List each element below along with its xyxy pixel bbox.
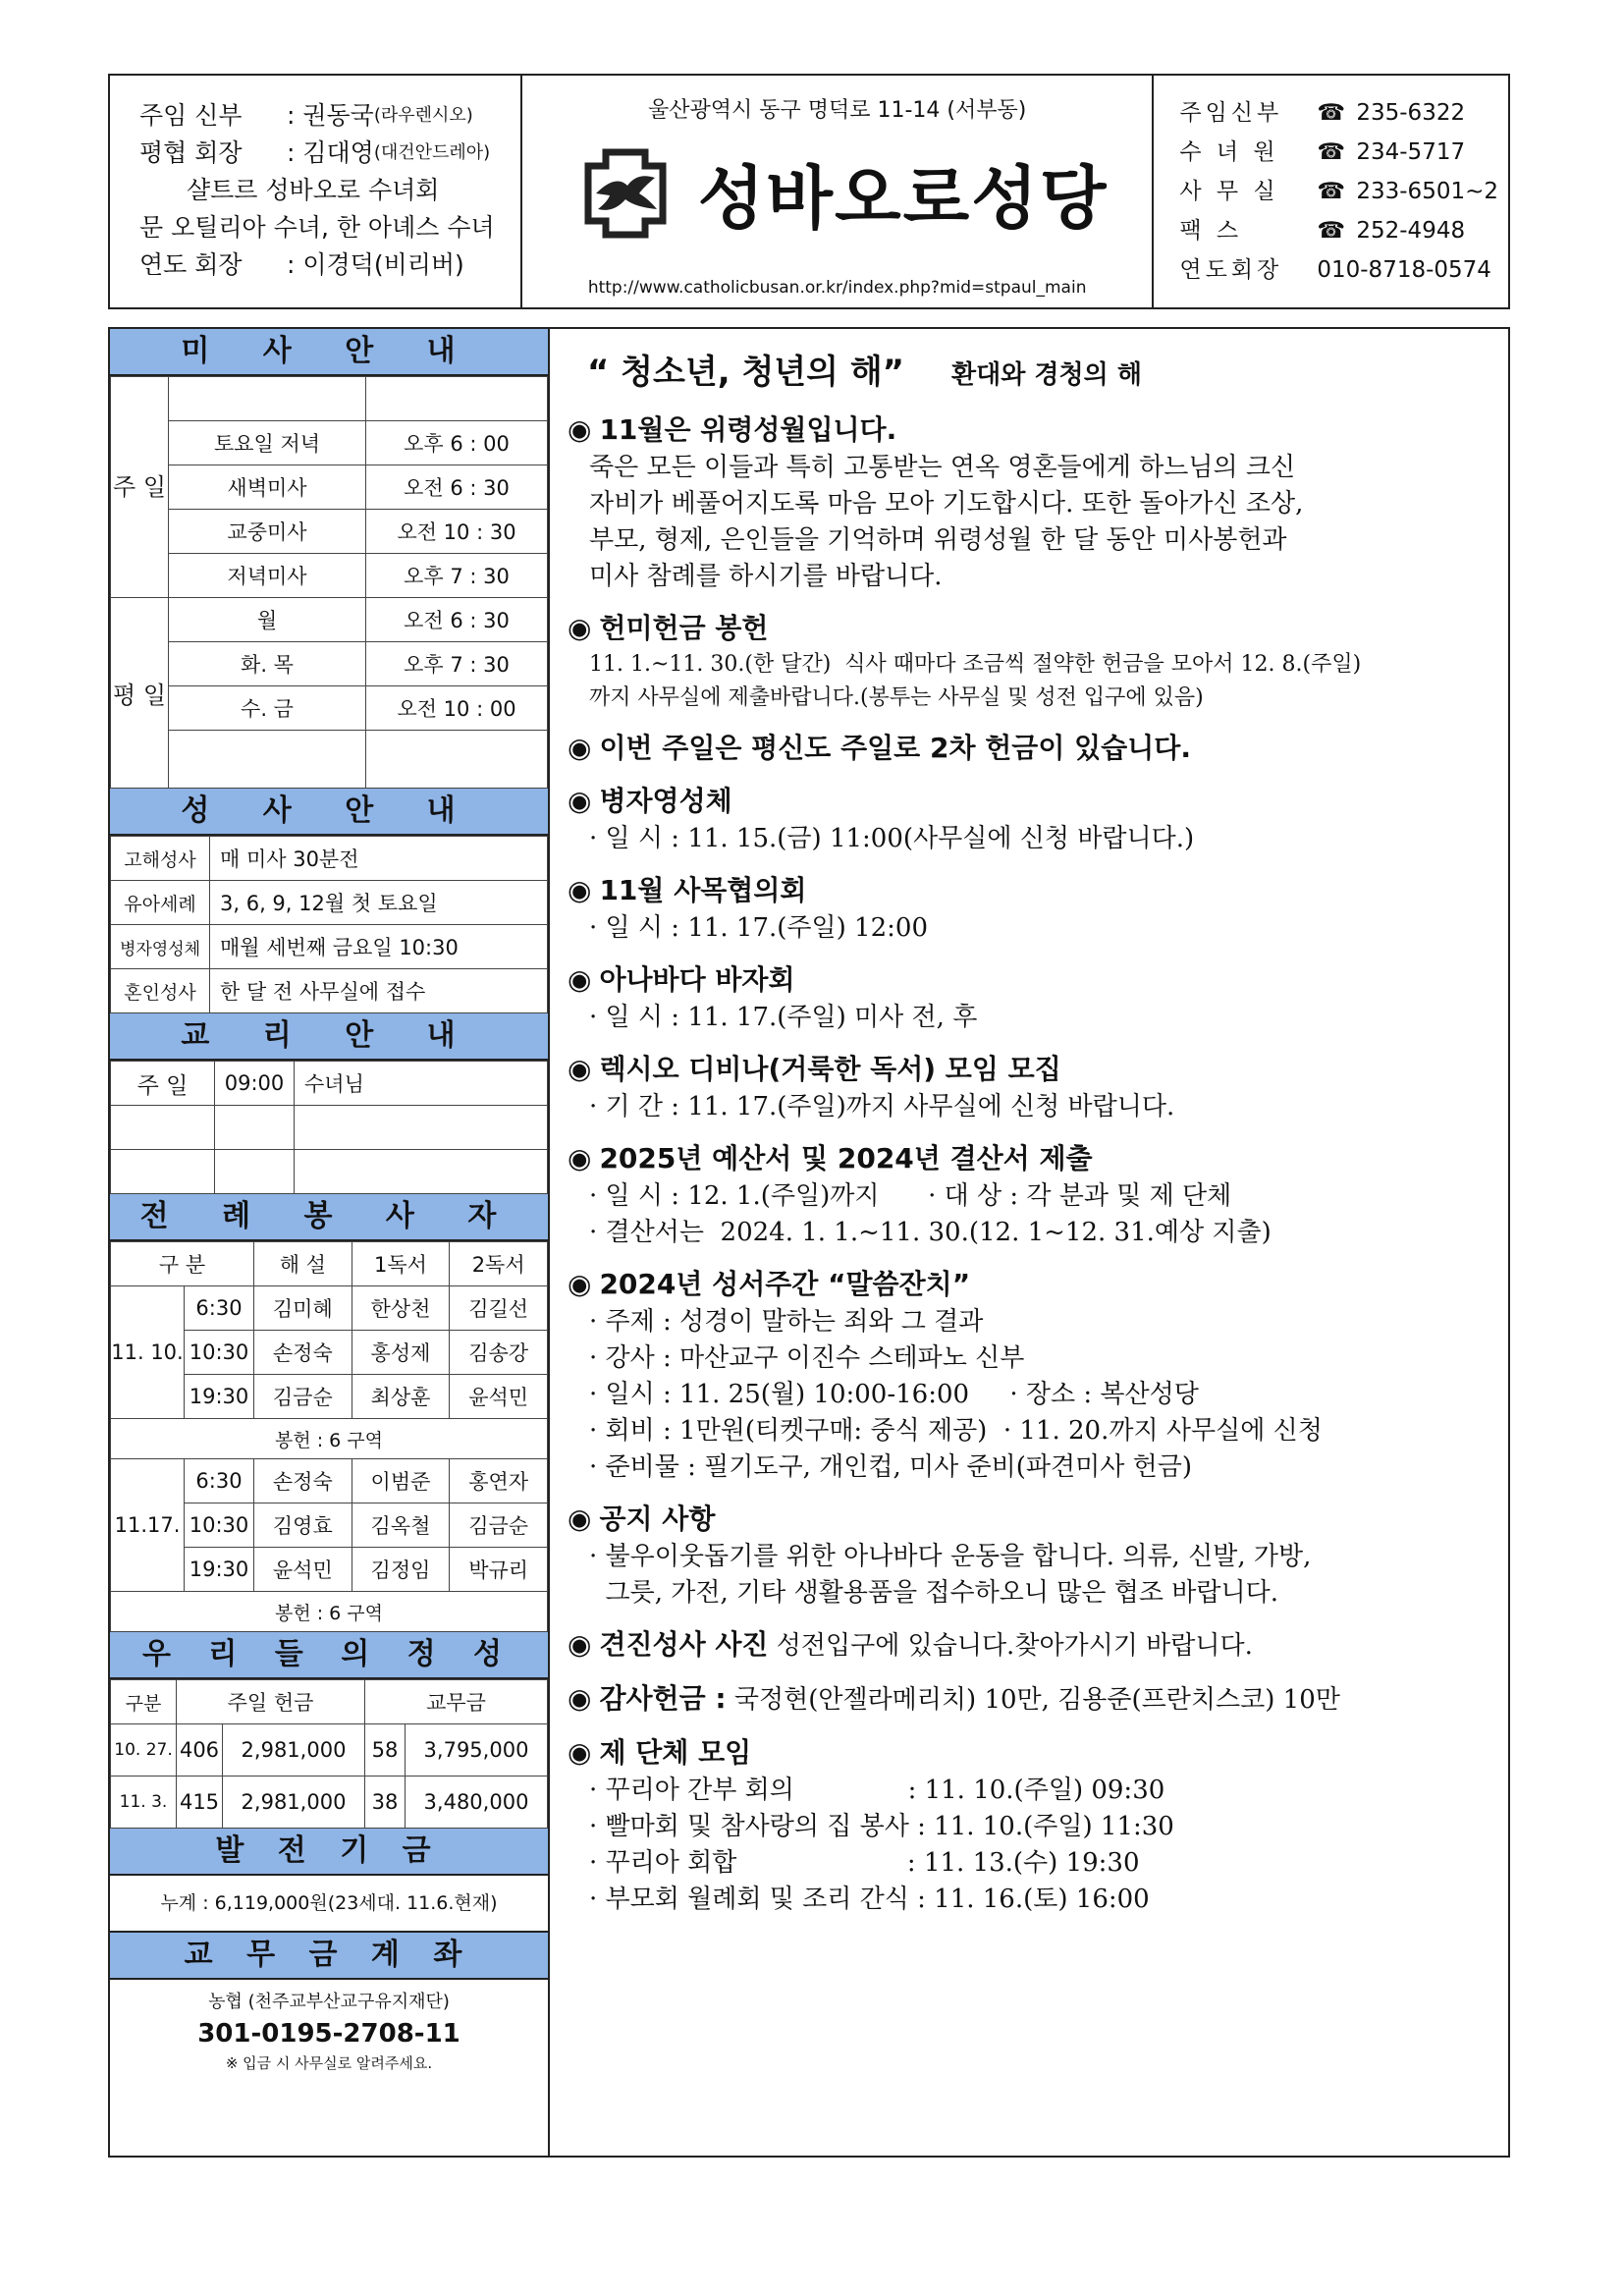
bullet-icon: ◉ <box>568 612 592 644</box>
notice-line: · 일 시 : 11. 17.(주일) 12:00 <box>589 913 928 943</box>
phone-icon: ☎ <box>1317 100 1346 126</box>
bullet-icon: ◉ <box>568 1268 592 1300</box>
notice-title: ◉ 11월 사목협의회 <box>568 874 807 906</box>
contact-convent: 수 녀 원 ☎ 234-5717 <box>1179 133 1498 172</box>
finance-table: 구분 주일 헌금 교무금 10. 27. 406 2,981,000 58 3,795,000 11. 3. 415 2,981,000 38 3,480,000 <box>110 1679 548 1829</box>
notice-line: · 빨마회 및 참사랑의 집 봉사 : 11. 10.(주일) 11:30 <box>589 1812 1174 1841</box>
fund-title: 발 전 기 금 <box>110 1829 548 1876</box>
notice-title: ◉ 아나바다 바자회 <box>568 963 795 996</box>
bullet-icon: ◉ <box>568 1142 592 1175</box>
church-name: 성바오로성당 <box>697 158 1109 239</box>
church-title-block <box>522 76 1154 307</box>
notices-column <box>550 327 1510 2158</box>
contact-fax: 팩 스 ☎ 252-4948 <box>1179 211 1498 250</box>
staff-council-president: 평협 회장 : 김대영 (대건안드레아) <box>139 138 491 167</box>
weekday-label: 평 일 <box>111 598 169 789</box>
finance-title: 우 리 들 의 정 성 <box>110 1632 548 1679</box>
notice-title: ◉ 렉시오 디비나(거룩한 독서) 모임 모집 <box>568 1053 1061 1085</box>
notice-line: · 결산서는 2024. 1. 1.~11. 30.(12. 1~12. 31.예상 지출) <box>589 1218 1272 1247</box>
notice-title: ◉ 11월은 위령성월입니다. <box>568 413 897 446</box>
notice-item <box>568 1139 1508 1251</box>
notice-line: 부모, 형제, 은인들을 기억하며 위령성월 한 달 동안 미사봉헌과 <box>589 525 1287 555</box>
notice-item <box>568 782 1508 857</box>
notice-line: · 회비 : 1만원(티켓구매: 중식 제공) · 11. 20.까지 사무실에 신청 <box>589 1416 1323 1446</box>
sacrament-title: 성 사 안 내 <box>110 789 548 836</box>
notice-line: · 부모회 월례회 및 조리 간식 : 11. 16.(토) 16:00 <box>589 1885 1150 1914</box>
notice-item <box>568 1625 1508 1666</box>
notice-item <box>568 1265 1508 1486</box>
bullet-icon: ◉ <box>568 1503 592 1535</box>
staff-prayer-leader: 연도 회장 : 이경덕(비리버) <box>139 250 464 279</box>
notice-line: · 꾸리아 간부 회의 : 11. 10.(주일) 09:30 <box>589 1776 1165 1805</box>
notice-title: ◉ 2025년 예산서 및 2024년 결산서 제출 <box>568 1142 1093 1175</box>
bullet-icon: ◉ <box>568 1053 592 1085</box>
sunday-label: 주 일 <box>111 377 169 598</box>
notice-item <box>568 1733 1508 1918</box>
bullet-icon: ◉ <box>568 785 592 817</box>
doctrine-table: 주 일 09:00 수녀님 <box>110 1061 548 1194</box>
contact-office: 사 무 실 ☎ 233-6501~2 <box>1179 172 1498 211</box>
notice-item <box>568 410 1508 595</box>
notice-title: ◉ 헌미헌금 봉헌 <box>568 612 769 644</box>
bullet-icon: ◉ <box>568 963 592 996</box>
notice-item <box>568 871 1508 947</box>
notice-item <box>568 1050 1508 1125</box>
notice-item <box>568 729 1508 768</box>
staff-pastor: 주임 신부 : 권동국 (라우렌시오) <box>139 101 473 130</box>
notice-title: ◉ 공지 사항 <box>568 1503 716 1535</box>
info-sidebar <box>108 327 550 2158</box>
notice-line: · 꾸리아 회합 : 11. 13.(수) 19:30 <box>589 1848 1140 1878</box>
church-website-link[interactable]: http://www.catholicbusan.or.kr/index.php?mid=stpaul_main <box>587 278 1087 298</box>
account-number: 301-0195-2708-11 <box>197 2019 460 2049</box>
notice-line: 죽은 모든 이들과 특히 고통받는 연옥 영혼들에게 하느님의 크신 <box>589 453 1296 482</box>
staff-sisters-order: 샬트르 성바오로 수녀회 <box>187 176 440 204</box>
notice-line: · 불우이웃돕기를 위한 아나바다 운동을 합니다. 의류, 신발, 가방, <box>589 1542 1312 1571</box>
notice-line: · 준비물 : 필기도구, 개인컵, 미사 준비(파견미사 헌금) <box>589 1452 1193 1482</box>
staff-info <box>110 76 522 307</box>
sacrament-table: 고해성사 매 미사 30분전 유아세례 3, 6, 9, 12월 첫 토요일 병자영성체 매월 세번째 금요일 10:30 혼인성사 한 달 전 사무실에 접수 <box>110 836 548 1013</box>
account-info: 농협 (천주교부산교구유지재단) 301-0195-2708-11 ※ 입금 시 사무실로 알려주세요. <box>110 1988 548 2073</box>
phone-icon: ☎ <box>1317 139 1346 165</box>
notice-list <box>568 410 1508 1918</box>
bullet-icon: ◉ <box>568 1682 592 1715</box>
contact-prayer-leader: 연도회장 010-8718-0574 <box>1179 257 1491 283</box>
notice-line: · 일 시 : 12. 1.(주일)까지 · 대 상 : 각 분과 및 제 단체 <box>589 1181 1232 1211</box>
contact-pastor: 주임신부 ☎ 235-6322 <box>1179 93 1498 133</box>
bullet-icon: ◉ <box>568 874 592 906</box>
account-title: 교 무 금 계 좌 <box>110 1933 548 1980</box>
fund-total: 누계 : 6,119,000원(23세대. 11.6.현재) <box>110 1876 548 1933</box>
servers-title: 전 례 봉 사 자 <box>110 1194 548 1241</box>
notice-line: 자비가 베풀어지도록 마음 모아 기도합시다. 또한 돌아가신 조상, <box>589 489 1304 519</box>
bullet-icon: ◉ <box>568 1628 592 1661</box>
notice-title: ◉ 제 단체 모임 <box>568 1736 752 1769</box>
notice-title: ◉ 2024년 성서주간 “말씀잔치” <box>568 1268 971 1300</box>
notice-line: 까지 사무실에 제출바랍니다.(봉투는 사무실 및 성전 입구에 있음) <box>589 685 1204 710</box>
bullet-icon: ◉ <box>568 413 592 446</box>
phone-icon: ☎ <box>1317 179 1346 204</box>
doctrine-title: 교 리 안 내 <box>110 1013 548 1061</box>
notice-title: ◉ 감사헌금 : 국정현(안젤라메리치) 10만, 김용준(프란치스코) 10만 <box>568 1682 1340 1715</box>
notice-line: 미사 참례를 하시기를 바랍니다. <box>589 562 943 591</box>
notice-title: ◉ 이번 주일은 평신도 주일로 2차 헌금이 있습니다. <box>568 732 1191 764</box>
phone-icon: ☎ <box>1317 218 1346 244</box>
year-theme: “ 청소년, 청년의 해” 환대와 경청의 해 <box>587 353 1142 392</box>
staff-sisters: 문 오틸리아 수녀, 한 아녜스 수녀 <box>139 213 495 242</box>
notice-line: · 주제 : 성경이 말하는 죄와 그 결과 <box>589 1307 984 1337</box>
bullet-icon: ◉ <box>568 732 592 764</box>
notice-item <box>568 1500 1508 1612</box>
notice-line: · 기 간 : 11. 17.(주일)까지 사무실에 신청 바랍니다. <box>589 1092 1175 1121</box>
contact-list <box>1154 76 1508 307</box>
notice-line: · 일시 : 11. 25(월) 10:00-16:00 · 장소 : 복산성당 <box>589 1380 1199 1409</box>
notice-title: ◉ 병자영성체 <box>568 785 732 817</box>
mass-title: 미 사 안 내 <box>110 329 548 376</box>
notice-title: ◉ 견진성사 사진 성전입구에 있습니다.찾아가시기 바랍니다. <box>568 1628 1253 1661</box>
church-address: 울산광역시 동구 명덕로 11-14 (서부동) <box>647 98 1027 123</box>
servers-table: 구 분 해 설 1독서 2독서 11. 10. 6:30 김미혜 한상천 김길선 10:30 손정숙 홍성제 김송강 19:30 김금순 최상훈 윤석민 봉헌 : 6 구역 11.17. 6:30 손정숙 이범준 홍연자 10:30 김영효 김옥철 김금순 19:30 윤석민 김정임 박규리 봉헌 : 6 구역 <box>110 1241 548 1632</box>
notice-line: · 강사 : 마산교구 이진수 스테파노 신부 <box>589 1343 1025 1373</box>
notice-line: · 일 시 : 11. 17.(주일) 미사 전, 후 <box>589 1003 978 1032</box>
notice-item <box>568 609 1508 715</box>
church-logo <box>522 143 1152 243</box>
dove-cross-icon <box>567 144 684 243</box>
notice-item <box>568 960 1508 1036</box>
notice-item <box>568 1679 1508 1720</box>
notice-line: 그릇, 가전, 기타 생활용품을 접수하오니 많은 협조 바랍니다. <box>589 1578 1278 1608</box>
mass-schedule-table: 주 일 토요일 저녁 오후 6 : 00 새벽미사 오전 6 : 30 교중미사 오전 10 : 30 저녁미사 오후 7 : 30 평 일 월 오전 6 : 30 화. 목 오후 7 : 30 수. 금 오전 10 : 00 <box>110 376 548 789</box>
bulletin-header <box>108 74 1510 309</box>
notice-line: · 일 시 : 11. 15.(금) 11:00(사무실에 신청 바랍니다.) <box>589 824 1195 853</box>
bullet-icon: ◉ <box>568 1736 592 1769</box>
notice-line: 11. 1.~11. 30.(한 달간) 식사 때마다 조금씩 절약한 헌금을 모아서 12. 8.(주일) <box>589 652 1362 677</box>
